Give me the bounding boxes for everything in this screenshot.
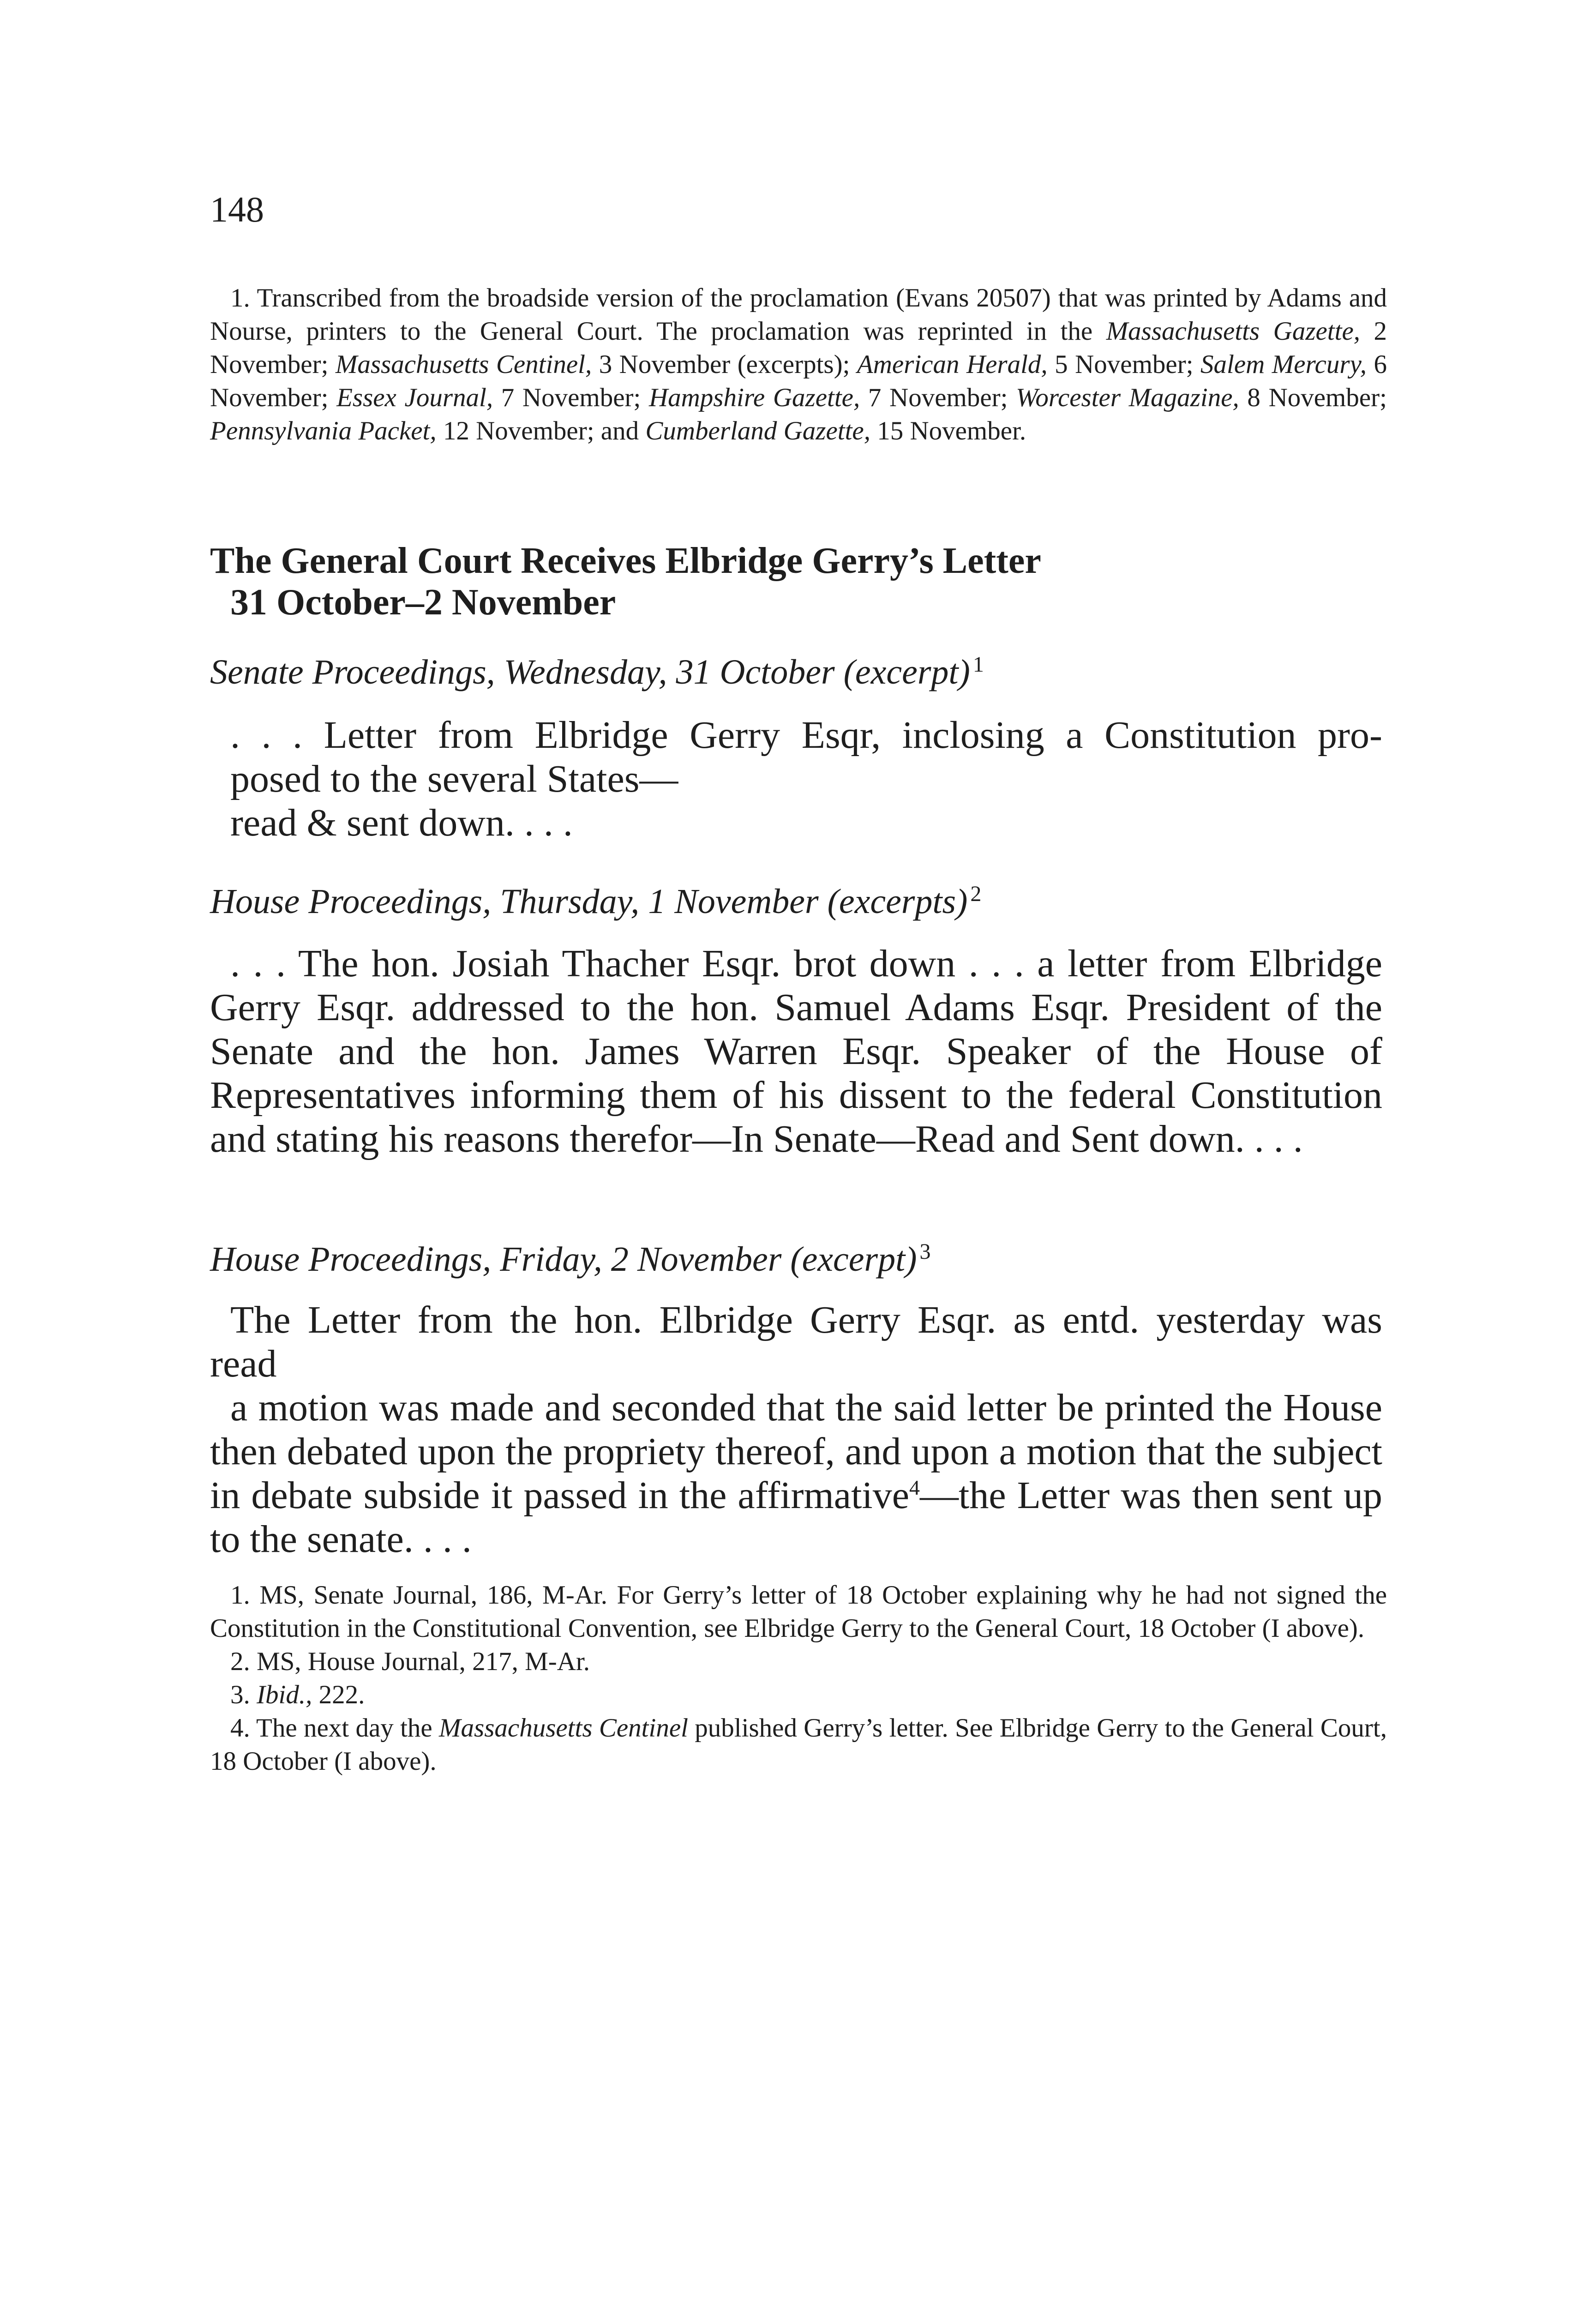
house-proceedings-thursday-heading: House Proceedings, Thursday, 1 November (excerpts) $^2$ xyxy=(210,881,982,921)
note-ref-3: 3 xyxy=(919,1239,931,1264)
endnotes xyxy=(210,1579,1387,1778)
senate-proceedings-text: . . . Letter from Elbridge Gerry Esqr, inclosing a Constitution pro- posed to the several States— read & sent down. . . . xyxy=(230,714,1382,844)
senate-proceedings-heading: Senate Proceedings, Wednesday, 31 October (excerpt) $^1$ xyxy=(210,652,984,691)
house-proceedings-thursday-text: . . . The hon. Josiah Thacher Esqr. brot down . . . a letter from Elbridge Gerry Esqr. addressed to the hon. Samuel Adams Esqr. President of the Senate and the hon. James Warren Esqr. Speaker of the House of Representatives informing them of his dissent to the federal Constitution and stating his reasons therefor—In Senate—Read and Sent down. . . . xyxy=(210,942,1382,1160)
endnote-3: 3. Ibid., 222. xyxy=(230,1680,365,1709)
note-ref-1: 1 xyxy=(972,652,984,677)
endnote-4: 4. The next day the Massachusetts Centinel published Gerry’s letter. See Elbridge Gerry to the General Court, 18 October (I above). xyxy=(210,1713,1387,1776)
house-proceedings-friday-heading: House Proceedings, Friday, 2 November (excerpt) $^3$ xyxy=(210,1239,931,1279)
section-heading-dates: 31 October–2 November xyxy=(230,582,616,623)
source-footnote-text: 1. Transcribed from the broadside version of the proclamation (Evans 20507) that was printed by Adams and Nourse, printers to the General Court. The proclamation was reprinted in the Massachusetts Gazette, 2 November; Massachusetts Centinel, 3 November (excerpts); American Herald, 5 November; Salem Mercury, 6 November; Essex Journal, 7 November; Hampshire Gazette, 7 November; Worcester Magazine, 8 November; Pennsylvania Packet, 12 November; and Cumberland Gazette, 15 November. xyxy=(210,283,1387,445)
house-proceedings-friday-text: The Letter from the hon. Elbridge Gerry Esqr. as entd. yesterday was read a motion was made and seconded that the said letter be printed the House then debated upon the propriety thereof, and upon a motion that the subject in debate subside it passed in the affirmative$^4$—the Letter was then sent up to the senate. . . . xyxy=(210,1298,1382,1561)
endnote-1: 1. MS, Senate Journal, 186, M-Ar. For Gerry’s letter of 18 October explaining why he had not signed the Constitution in the Constitutional Convention, see Elbridge Gerry to the General Court, 18 October (I above). xyxy=(210,1581,1387,1643)
note-ref-2: 2 xyxy=(970,881,982,906)
section-heading xyxy=(210,540,1410,623)
section-heading-title: The General Court Receives Elbridge Gerry’s Letter xyxy=(210,541,1041,581)
note-ref-4: 4 xyxy=(909,1476,920,1499)
page-number: 148 xyxy=(210,189,264,229)
endnote-2: 2. MS, House Journal, 217, M-Ar. xyxy=(230,1647,590,1676)
source-footnote xyxy=(210,282,1387,448)
